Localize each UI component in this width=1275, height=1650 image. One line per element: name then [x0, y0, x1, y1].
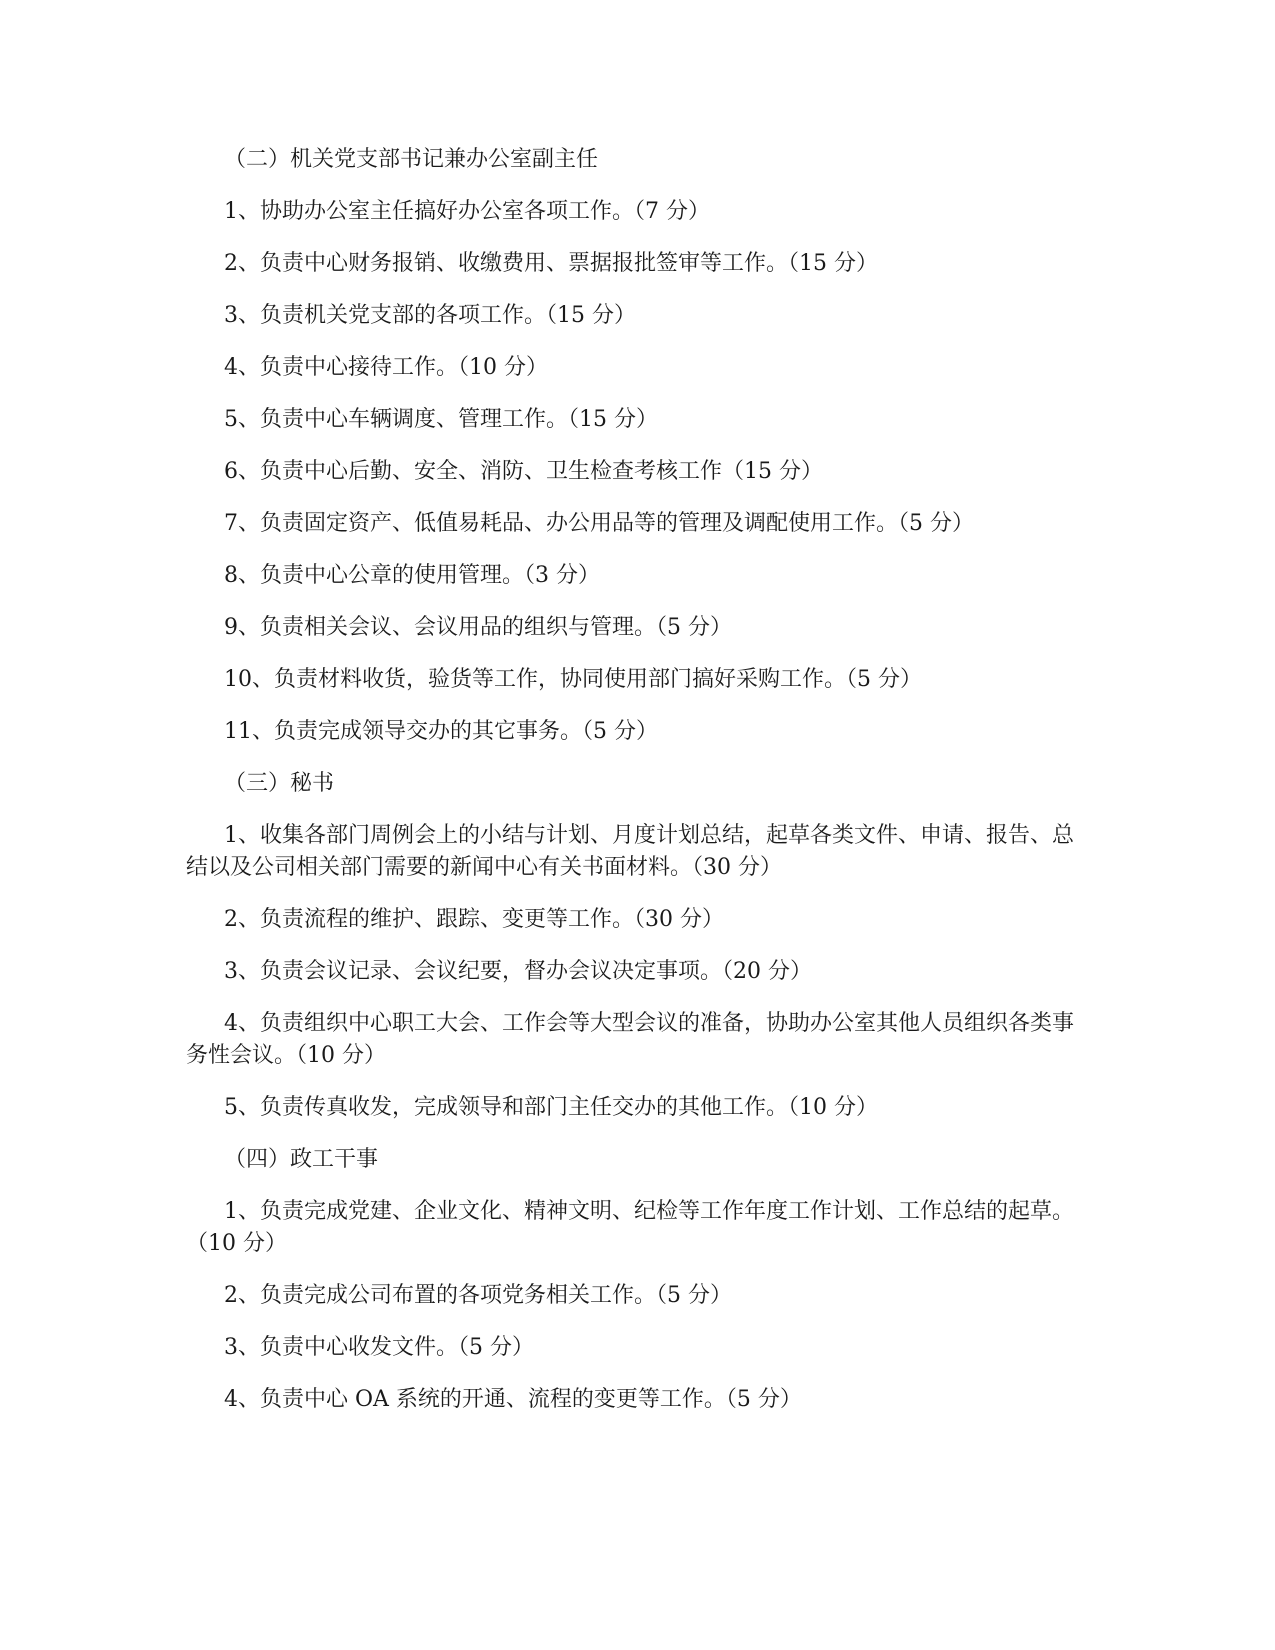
- list-item: 1、协助办公室主任搞好办公室各项工作。（7 分）: [224, 199, 710, 224]
- document-body: [186, 144, 1086, 1436]
- list-item: 3、负责机关党支部的各项工作。（15 分）: [224, 303, 636, 328]
- section-heading: （四）政工干事: [224, 1147, 379, 1172]
- list-item: 10、负责材料收货，验货等工作，协同使用部门搞好采购工作。（5 分）: [224, 667, 922, 692]
- section-heading: （二）机关党支部书记兼办公室副主任: [224, 147, 599, 172]
- list-item: 2、负责中心财务报销、收缴费用、票据报批签审等工作。（15 分）: [224, 251, 878, 276]
- list-item: 1、负责完成党建、企业文化、精神文明、纪检等工作年度工作计划、工作总结的起草。（10 分）: [186, 1199, 1074, 1256]
- list-item: 6、负责中心后勤、安全、消防、卫生检查考核工作（15 分）: [224, 459, 823, 484]
- list-item: 2、负责流程的维护、跟踪、变更等工作。（30 分）: [224, 907, 724, 932]
- list-item: 5、负责传真收发，完成领导和部门主任交办的其他工作。（10 分）: [224, 1095, 878, 1120]
- list-item: 5、负责中心车辆调度、管理工作。（15 分）: [224, 407, 658, 432]
- list-item: 2、负责完成公司布置的各项党务相关工作。（5 分）: [224, 1283, 732, 1308]
- list-item: 8、负责中心公章的使用管理。（3 分）: [224, 563, 600, 588]
- section-heading: （三）秘书: [224, 771, 335, 796]
- list-item: 7、负责固定资产、低值易耗品、办公用品等的管理及调配使用工作。（5 分）: [224, 511, 974, 536]
- list-item: 3、负责会议记录、会议纪要，督办会议决定事项。（20 分）: [224, 959, 812, 984]
- list-item: 11、负责完成领导交办的其它事务。（5 分）: [224, 719, 658, 744]
- list-item: 4、负责中心 OA 系统的开通、流程的变更等工作。（5 分）: [224, 1387, 802, 1412]
- list-item: 4、负责中心接待工作。（10 分）: [224, 355, 548, 380]
- list-item: 4、负责组织中心职工大会、工作会等大型会议的准备，协助办公室其他人员组织各类事务性会议。（10 分）: [186, 1011, 1074, 1068]
- list-item: 1、收集各部门周例会上的小结与计划、月度计划总结，起草各类文件、申请、报告、总结以及公司相关部门需要的新闻中心有关书面材料。（30 分）: [186, 823, 1074, 880]
- list-item: 9、负责相关会议、会议用品的组织与管理。（5 分）: [224, 615, 732, 640]
- list-item: 3、负责中心收发文件。（5 分）: [224, 1335, 534, 1360]
